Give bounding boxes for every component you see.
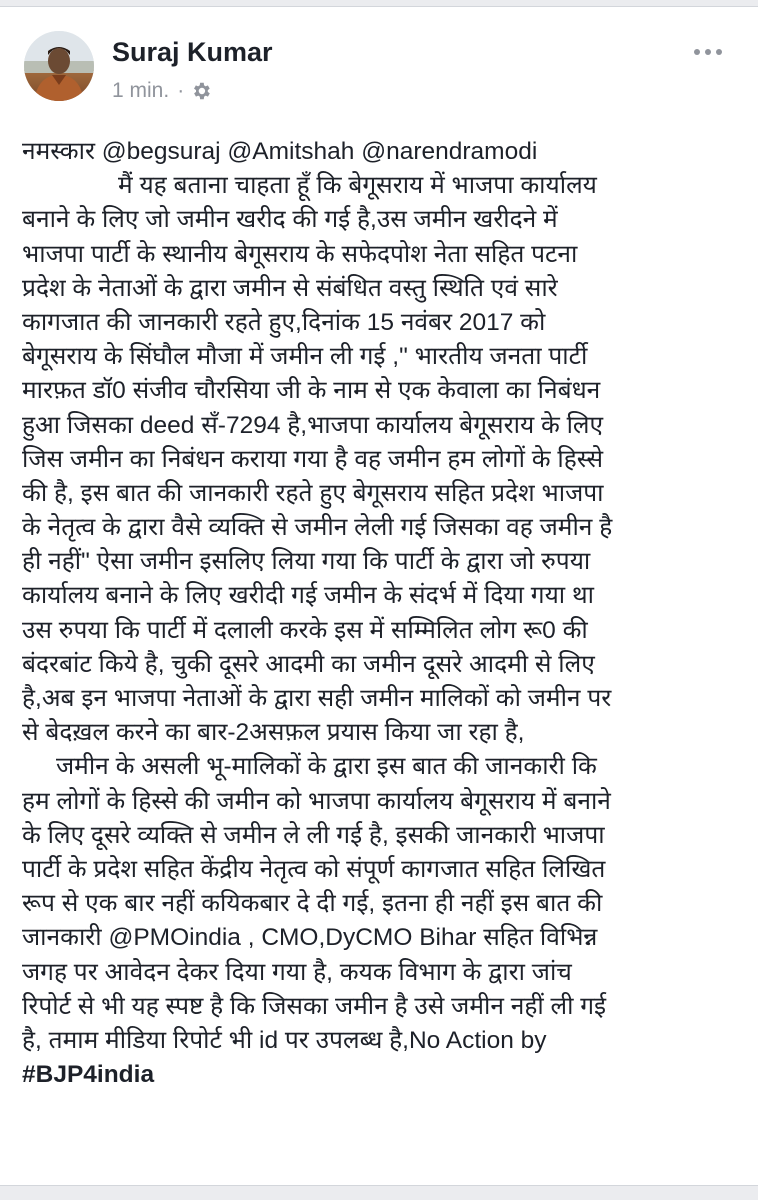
post-line: कागजात की जानकारी रहते हुए,दिनांक 15 नवंबर 2017 को: [22, 308, 546, 336]
post-timestamp[interactable]: 1 min.: [112, 79, 170, 102]
post-line: कार्यालय बनाने के लिए खरीदी गई जमीन के संदर्भ में दिया गया था: [22, 582, 594, 610]
author-name[interactable]: Suraj Kumar: [112, 37, 273, 67]
meta-separator: ·: [177, 79, 185, 102]
post-line: है, तमाम मीडिया रिपोर्ट भी id पर उपलब्ध है,No Action by: [22, 1026, 547, 1054]
post-line: जमीन के असली भू-मालिकों के द्वारा इस बात की जानकारी कि: [56, 753, 597, 781]
post-body: [22, 135, 752, 1092]
avatar-photo: [24, 31, 94, 101]
post-line: उस रुपया कि पार्टी में दलाली करके इस में सम्मिलित लोग रू0 की: [22, 616, 588, 644]
post-line: पार्टी के प्रदेश सहित केंद्रीय नेतृत्व को संपूर्ण कागजात सहित लिखित: [22, 855, 606, 883]
post-line: हुआ जिसका deed सँ-7294 है,भाजपा कार्यालय बेगूसराय के लिए: [22, 411, 604, 439]
post-line: बेगूसराय के सिंघौल मौजा में जमीन ली गई ," भारतीय जनता पार्टी: [22, 343, 588, 371]
post-card: [0, 6, 758, 1186]
post-line: प्रदेश के नेताओं के द्वारा जमीन से संबंधित वस्तु स्थिति एवं सारे: [22, 274, 558, 302]
post-line: रूप से एक बार नहीं कयिकबार दे दी गई, इतना ही नहीं इस बात की: [22, 890, 603, 918]
post-line: हम लोगों के हिस्से की जमीन को भाजपा कार्यालय बेगूसराय में बनाने: [22, 787, 611, 815]
post-line: के नेतृत्व के द्वारा वैसे व्यक्ति से जमीन लेली गई जिसका वह जमीन है: [22, 514, 613, 542]
post-line: बनाने के लिए जो जमीन खरीद की गई है,उस जमीन खरीदने में: [22, 206, 558, 234]
post-line: है,अब इन भाजपा नेताओं के द्वारा सही जमीन मालिकों को जमीन पर: [22, 685, 612, 712]
post-line: नमस्कार @begsuraj @Amitshah @narendramodi: [22, 138, 538, 165]
post-line: के लिए दूसरे व्यक्ति से जमीन ले ली गई है, इसकी जानकारी भाजपा: [22, 821, 605, 849]
post-line: भाजपा पार्टी के स्थानीय बेगूसराय के सफेदपोश नेता सहित पटना: [22, 240, 578, 268]
gear-icon[interactable]: [190, 80, 212, 102]
post-line: बंदरबांट किये है, चुकी दूसरे आदमी का जमीन दूसरे आदमी से लिए: [22, 650, 595, 678]
author-avatar[interactable]: [24, 31, 94, 101]
hashtag-link[interactable]: #BJP4india: [22, 1061, 155, 1089]
post-line: मारफ़त डॉ0 संजीव चौरसिया जी के नाम से एक केवाला का निबंधन: [22, 377, 601, 405]
post-line: ही नहीं" ऐसा जमीन इसलिए लिया गया कि पार्टी के द्वारा जो रुपया: [22, 548, 591, 576]
more-options-icon[interactable]: [690, 37, 726, 67]
post-line: जगह पर आवेदन देकर दिया गया है, कयक विभाग के द्वारा जांच: [22, 958, 572, 986]
post-meta: [112, 79, 212, 103]
post-line: की है, इस बात की जानकारी रहते हुए बेगूसराय सहित प्रदेश भाजपा: [22, 479, 604, 507]
post-line: से बेदख़ल करने का बार-2असफ़ल प्रयास किया जा रहा है,: [22, 719, 525, 747]
post-line: रिपोर्ट से भी यह स्पष्ट है कि जिसका जमीन है उसे जमीन नहीं ली गई: [22, 992, 607, 1020]
post-line: जिस जमीन का निबंधन कराया गया है वह जमीन हम लोगों के हिस्से: [22, 445, 604, 473]
post-line: मैं यह बताना चाहता हूँ कि बेगूसराय में भाजपा कार्यालय: [118, 172, 597, 200]
post-line: जानकारी @PMOindia , CMO,DyCMO Bihar सहित विभिन्न: [22, 924, 598, 952]
